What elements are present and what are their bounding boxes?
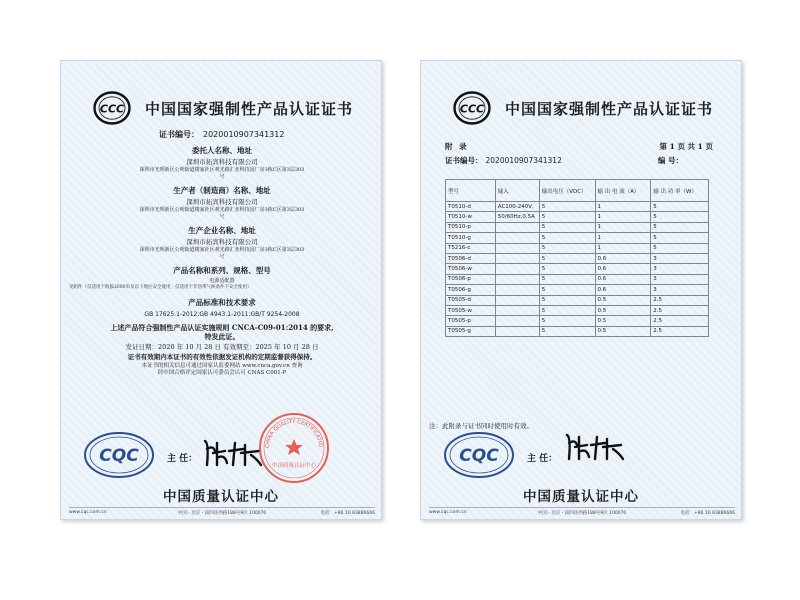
applicant-section <box>81 145 363 181</box>
certificate-number-value: 2020010907341312 <box>203 130 285 139</box>
seal-ring-text: CHINA QUALITY CERTIFICATIO <box>264 418 324 449</box>
query-info <box>81 363 363 377</box>
cqc-logo-text: CQC <box>99 446 139 466</box>
seal-text <box>257 411 323 448</box>
cell-voltage: 5 <box>539 253 595 263</box>
section-heading: 委托人名称、地址 <box>192 146 252 155</box>
cqc-logo-icon <box>443 431 515 479</box>
cell-power: 5 <box>651 243 709 253</box>
section-heading: 产品名称和系列、规格、型号 <box>173 266 271 275</box>
cell-input <box>495 285 539 295</box>
cell-voltage: 5 <box>539 326 595 336</box>
usage-note: 见附件（仅适用于海拔2000米及以下地区安全使用，仅适用于非热带气候条件下安全使用） <box>69 285 252 290</box>
cell-voltage: 5 <box>539 274 595 284</box>
applicant-address: 深圳市光明新区公明街道楼家社区观光路汇业科技园厂房3栋C区第3层303 <box>139 167 305 173</box>
cell-input <box>495 233 539 243</box>
ccc-mark-icon <box>453 91 491 125</box>
table-row <box>446 243 709 253</box>
official-seal <box>257 411 331 485</box>
footer-website: www.cqc.com.cn <box>69 510 107 515</box>
cell-input <box>495 274 539 284</box>
cell-current: 0.6 <box>595 264 651 274</box>
cell-current: 1 <box>595 233 651 243</box>
applicant-name: 深圳市拓宾科技有限公司 <box>186 158 258 166</box>
cell-current: 0.5 <box>595 295 651 305</box>
manufacturer-section <box>81 185 363 221</box>
section-heading: 生产者（制造商）名称、地址 <box>173 186 271 195</box>
footer-phone: 电话：+86 10 83886666 <box>680 511 735 516</box>
factory-name: 深圳市拓宾科技有限公司 <box>186 238 258 246</box>
table-row <box>446 305 709 315</box>
section-heading: 产品标准和技术要求 <box>188 298 256 307</box>
cell-current: 1 <box>595 243 651 253</box>
conformity-line: 特发此证。 <box>204 332 240 341</box>
cell-model: T0505-p <box>446 316 496 326</box>
cell-input <box>495 316 539 326</box>
cell-power: 5 <box>651 233 709 243</box>
table-row <box>446 253 709 263</box>
column-header-voltage: 输出电压（VDC） <box>539 180 595 202</box>
cell-voltage: 5 <box>539 285 595 295</box>
footer-phone: 电话：+86 10 83886666 <box>320 511 375 516</box>
organization-name: 中国质量认证中心 <box>163 489 279 505</box>
cell-current: 0.5 <box>595 326 651 336</box>
column-header-model: 型号 <box>446 180 496 202</box>
footer-divider <box>429 507 735 508</box>
validity-note: 证书有效期内本证书的有效性依据发证机构的定期监督获得保持。 <box>127 353 317 361</box>
organization-name: 中国质量认证中心 <box>523 489 639 505</box>
footer <box>69 510 375 518</box>
cell-voltage: 5 <box>539 212 595 222</box>
section-heading: 生产企业名称、地址 <box>188 226 256 235</box>
appendix-title: 中国国家强制性产品认证证书 <box>505 100 714 118</box>
applicant-address-end: 号 <box>219 174 225 180</box>
cell-power: 2.5 <box>651 295 709 305</box>
footer <box>429 510 735 518</box>
cell-current: 1 <box>595 212 651 222</box>
table-row <box>446 264 709 274</box>
table-header-row <box>446 180 709 202</box>
product-name: 电源适配器 <box>209 278 235 284</box>
certificate-number-label: 证书编号： <box>159 130 199 139</box>
cell-model: T0506-w <box>446 264 496 274</box>
certificate-number-value: 2020010907341312 <box>485 156 562 165</box>
cell-input <box>495 295 539 305</box>
product-section <box>81 265 363 285</box>
cqc-logo-text: CQC <box>459 446 499 466</box>
appendix-header <box>421 91 741 127</box>
cell-power: 3 <box>651 264 709 274</box>
certificate-page <box>60 60 382 520</box>
cell-input <box>495 326 539 336</box>
cell-voltage: 5 <box>539 243 595 253</box>
signature-image <box>561 429 631 465</box>
cell-model: T0505-d <box>446 295 496 305</box>
cell-voltage: 5 <box>539 316 595 326</box>
cell-input: AC100-240V, <box>495 202 539 212</box>
cell-power: 3 <box>651 285 709 295</box>
cell-input <box>495 222 539 232</box>
issue-dates: 发证日期：2020 年 10 月 28 日 有效期至：2025 年 10 月 28 日 <box>125 343 319 351</box>
cell-current: 1 <box>595 222 651 232</box>
director-label: 主 任： <box>527 454 558 464</box>
cell-model: T0510-d <box>446 202 496 212</box>
cell-power: 2.5 <box>651 305 709 315</box>
cell-power: 3 <box>651 253 709 263</box>
factory-section <box>81 225 363 261</box>
cqc-logo-icon <box>83 431 155 479</box>
cell-current: 1 <box>595 202 651 212</box>
manufacturer-name: 深圳市拓宾科技有限公司 <box>186 198 258 206</box>
certificate-number-label: 证书编号： <box>445 156 483 165</box>
cell-input <box>495 253 539 263</box>
director-label: 主 任： <box>167 454 198 464</box>
appendix-page <box>420 60 742 520</box>
appendix-label: 附 录 <box>445 142 469 151</box>
certificate-header <box>61 91 381 127</box>
table-row <box>446 326 709 336</box>
cell-model: T0510-p <box>446 222 496 232</box>
cell-input <box>495 264 539 274</box>
cell-voltage: 5 <box>539 202 595 212</box>
cell-input: 50/60Hz,0.5A <box>495 212 539 222</box>
certificate-title: 中国国家强制性产品认证证书 <box>145 100 354 118</box>
cell-current: 0.6 <box>595 285 651 295</box>
conformity-statement <box>81 323 363 341</box>
column-header-current: 输 出 电 流（A） <box>595 180 651 202</box>
table-row <box>446 274 709 284</box>
cell-input <box>495 243 539 253</box>
cell-power: 2.5 <box>651 326 709 336</box>
footer-address: 中国・北京・南四环西路188号9区 100070 <box>537 511 627 516</box>
cell-current: 0.5 <box>595 305 651 315</box>
page-indicator: 第 1 页 共 1 页 <box>659 142 713 151</box>
table-row <box>446 285 709 295</box>
cell-voltage: 5 <box>539 233 595 243</box>
cell-input <box>495 305 539 315</box>
table-row <box>446 233 709 243</box>
manufacturer-address: 深圳市光明新区公明街道楼家社区观光路汇业科技园厂房3栋C区第3层303 <box>139 207 305 213</box>
footer-divider <box>69 507 375 508</box>
model-table <box>445 179 709 337</box>
cell-voltage: 5 <box>539 264 595 274</box>
column-header-power: 输 出 功 率（W） <box>651 180 709 202</box>
info-line: 经中国合格评定国家认可委员会认可 CNAS C001-P <box>157 370 287 376</box>
standards-section <box>81 297 363 319</box>
certificate-number <box>445 155 562 166</box>
cell-model: T0510-g <box>446 233 496 243</box>
seal-inner-text: 中国质量认证中心 <box>271 463 317 469</box>
cell-model: T0506-p <box>446 274 496 284</box>
cell-voltage: 5 <box>539 295 595 305</box>
footer-website: www.cqc.com.cn <box>429 510 467 515</box>
appendix-note: 注：此附录与证书同时使用时有效。 <box>429 422 533 430</box>
cell-voltage: 5 <box>539 222 595 232</box>
manufacturer-address-end: 号 <box>219 214 225 220</box>
cell-model: T5216-c <box>446 243 496 253</box>
cell-power: 5 <box>651 202 709 212</box>
ccc-mark-icon <box>93 91 131 125</box>
cell-current: 0.6 <box>595 274 651 284</box>
footer-address: 中国・北京・南四环西路188号9区 100070 <box>177 511 267 516</box>
serial-number-label: 编 号： <box>657 156 683 165</box>
cell-current: 0.5 <box>595 316 651 326</box>
cell-model: T0505-w <box>446 305 496 315</box>
cell-model: T0506-g <box>446 285 496 295</box>
column-header-input: 输入 <box>495 180 539 202</box>
cell-model: T0506-d <box>446 253 496 263</box>
cell-power: 5 <box>651 212 709 222</box>
cell-power: 5 <box>651 222 709 232</box>
table-row <box>446 222 709 232</box>
cell-model: T0505-g <box>446 326 496 336</box>
cell-model: T0510-w <box>446 212 496 222</box>
cell-power: 3 <box>651 274 709 284</box>
table-row <box>446 212 709 222</box>
factory-address: 深圳市光明新区公明街道楼家社区观光路汇业科技园厂房3栋C区第3层303 <box>139 247 305 253</box>
cell-voltage: 5 <box>539 305 595 315</box>
table-row <box>446 202 709 212</box>
ccc-mark-text: CCC <box>99 102 125 116</box>
factory-address-end: 号 <box>219 254 225 260</box>
table-row <box>446 316 709 326</box>
certificate-number <box>159 129 284 140</box>
ccc-mark-text: CCC <box>459 102 485 116</box>
table-body <box>446 202 709 337</box>
standards-list: GB 17625.1-2012;GB 4943.1-2011;GB/T 9254-2008 <box>144 311 300 318</box>
cell-current: 0.6 <box>595 253 651 263</box>
conformity-line: 上述产品符合强制性产品认证实施规则 CNCA-C09-01:2014 的要求, <box>110 323 334 332</box>
cell-power: 2.5 <box>651 316 709 326</box>
info-line: 本证书的相关信息可通过国家认监委网站 www.cnca.gov.cn 查询 <box>141 363 303 369</box>
table-row <box>446 295 709 305</box>
